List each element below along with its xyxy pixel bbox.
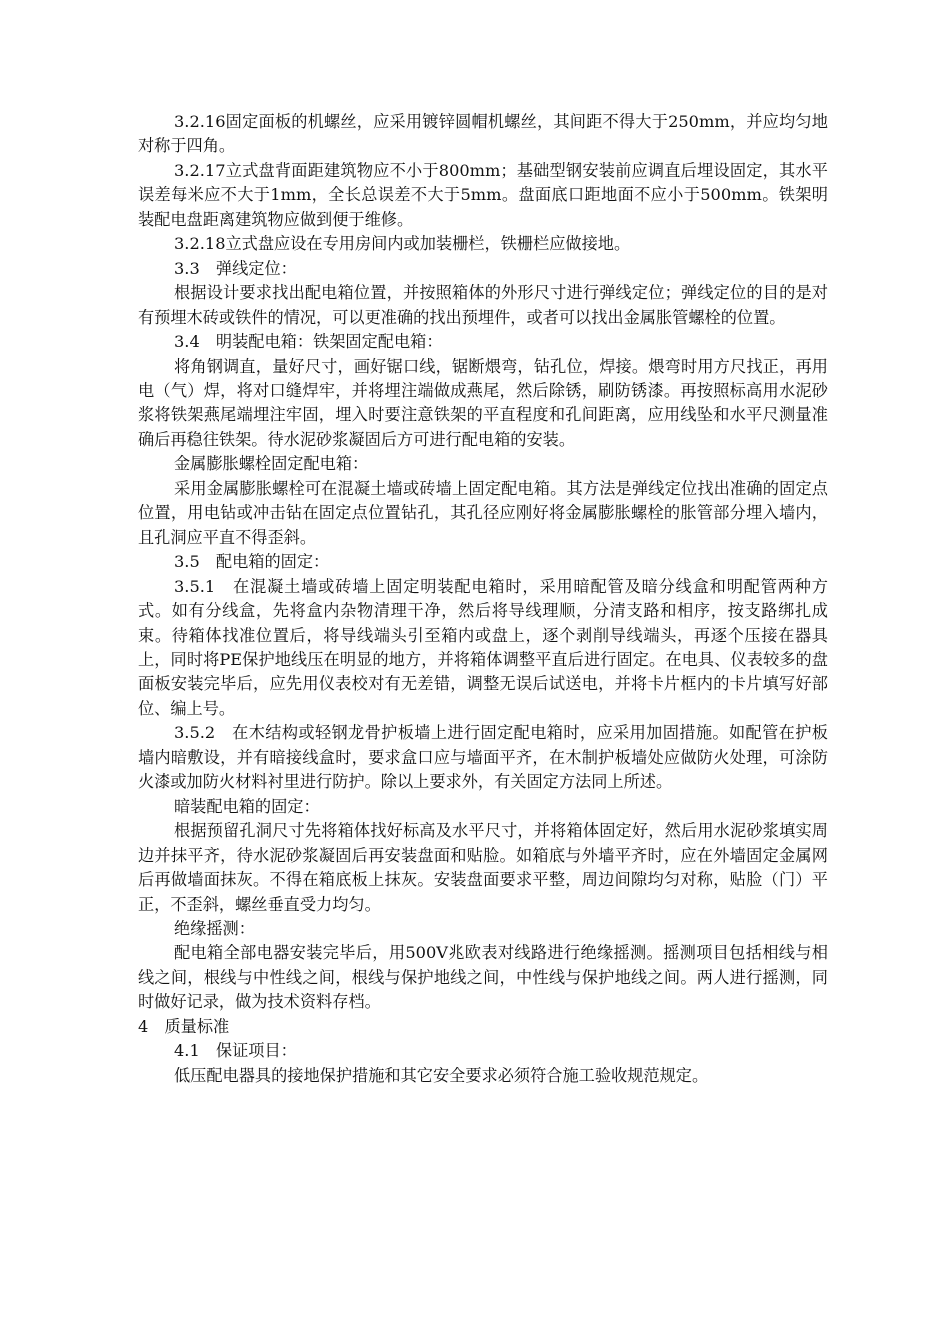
- heading-4-1: 4.1 保证项目：: [174, 1041, 297, 1061]
- subheading-concealed-box: 暗装配电箱的固定：: [174, 796, 320, 816]
- paragraph-4-1: 低压配电器具的接地保护措施和其它安全要求必须符合施工验收规范规定。: [174, 1065, 709, 1085]
- paragraph-3-5-1: 3.5.1 在混凝土墙或砖墙上固定明装配电箱时，采用暗配管及暗分线盒和明配管两种方式。如有分线盒，先将盒内杂物清理干净，然后将导线理顺，分清支路和相序，按支路绑扎成束。待箱体找准位置后，将导线端头引至箱内或盘上，逐个剥削导线端头，再逐个压接在器具上，同时将PE保护地线压在明显的地方，并将箱体调整平直后进行固定。在电具、仪表较多的盘面板安装完毕后，应先用仪表校对有无差错，调整无误后试送电，并将卡片框内的卡片填写好部位、编上号。: [138, 576, 828, 718]
- paragraph-snap-line: 根据设计要求找出配电箱位置，并按照箱体的外形尺寸进行弹线定位；弹线定位的目的是对有预埋木砖或铁件的情况，可以更准确的找出预埋件，或者可以找出金属胀管螺栓的位置。: [138, 283, 828, 327]
- subheading-insulation-test: 绝缘摇测：: [174, 918, 255, 938]
- heading-3-3: 3.3 弹线定位：: [174, 258, 297, 278]
- paragraph-concealed-box: 根据预留孔洞尺寸先将箱体找好标高及水平尺寸，并将箱体固定好，然后用水泥砂浆填实周边并抹平齐，待水泥砂浆凝固后再安装盘面和贴脸。如箱底与外墙平齐时，应在外墙固定金属网后再做墙面抹灰。不得在箱底板上抹灰。安装盘面要求平整，周边间隙均匀对称，贴脸（门）平正，不歪斜，螺丝垂直受力均匀。: [138, 821, 828, 914]
- document-page: [138, 110, 828, 1088]
- heading-4-quality: 4 质量标准: [138, 1016, 230, 1036]
- paragraph-expansion-bolt: 采用金属膨胀螺栓可在混凝土墙或砖墙上固定配电箱。其方法是弹线定位找出准确的固定点位置，用电钻或冲击钻在固定点位置钻孔，其孔径应刚好将金属膨胀螺栓的胀管部分埋入墙内，且孔洞应平直不得歪斜。: [138, 478, 828, 547]
- subheading-expansion-bolt: 金属膨胀螺栓固定配电箱：: [174, 454, 369, 474]
- paragraph-angle-steel: 将角钢调直，量好尺寸，画好锯口线，锯断煨弯，钻孔位，焊接。煨弯时用方尺找正，再用电（气）焊，将对口缝焊牢，并将埋注端做成燕尾，然后除锈，刷防锈漆。再按照标高用水泥砂浆将铁架燕尾端埋注牢固，埋入时要注意铁架的平直程度和孔间距离，应用线坠和水平尺测量准确后再稳往铁架。待水泥砂浆凝固后方可进行配电箱的安装。: [138, 356, 828, 449]
- paragraph-insulation-test: 配电箱全部电器安装完毕后，用500V兆欧表对线路进行绝缘摇测。摇测项目包括相线与相线之间，根线与中性线之间，根线与保护地线之间，中性线与保护地线之间。两人进行摇测，同时做好记录，做为技术资料存档。: [138, 943, 828, 1012]
- heading-3-5: 3.5 配电箱的固定：: [174, 552, 330, 572]
- heading-3-4: 3.4 明装配电箱：铁架固定配电箱：: [174, 332, 443, 352]
- paragraph-3-2-16: 3.2.16固定面板的机螺丝，应采用镀锌圆帽机螺丝，其间距不得大于250mm，并应均匀地对称于四角。: [138, 112, 828, 156]
- paragraph-3-2-18: 3.2.18立式盘应设在专用房间内或加装栅栏，铁栅栏应做接地。: [174, 234, 631, 254]
- paragraph-3-5-2: 3.5.2 在木结构或轻钢龙骨护板墙上进行固定配电箱时，应采用加固措施。如配管在护板墙内暗敷设，并有暗接线盒时，要求盒口应与墙面平齐，在木制护板墙处应做防火处理，可涂防火漆或加防火材料衬里进行防护。除以上要求外，有关固定方法同上所述。: [138, 723, 828, 792]
- paragraph-3-2-17: 3.2.17立式盘背面距建筑物应不小于800mm；基础型钢安装前应调直后埋设固定，其水平误差每米应不大于1mm，全长总误差不大于5mm。盘面底口距地面不应小于500mm。铁架明装配电盘距离建筑物应做到便于维修。: [138, 160, 828, 229]
